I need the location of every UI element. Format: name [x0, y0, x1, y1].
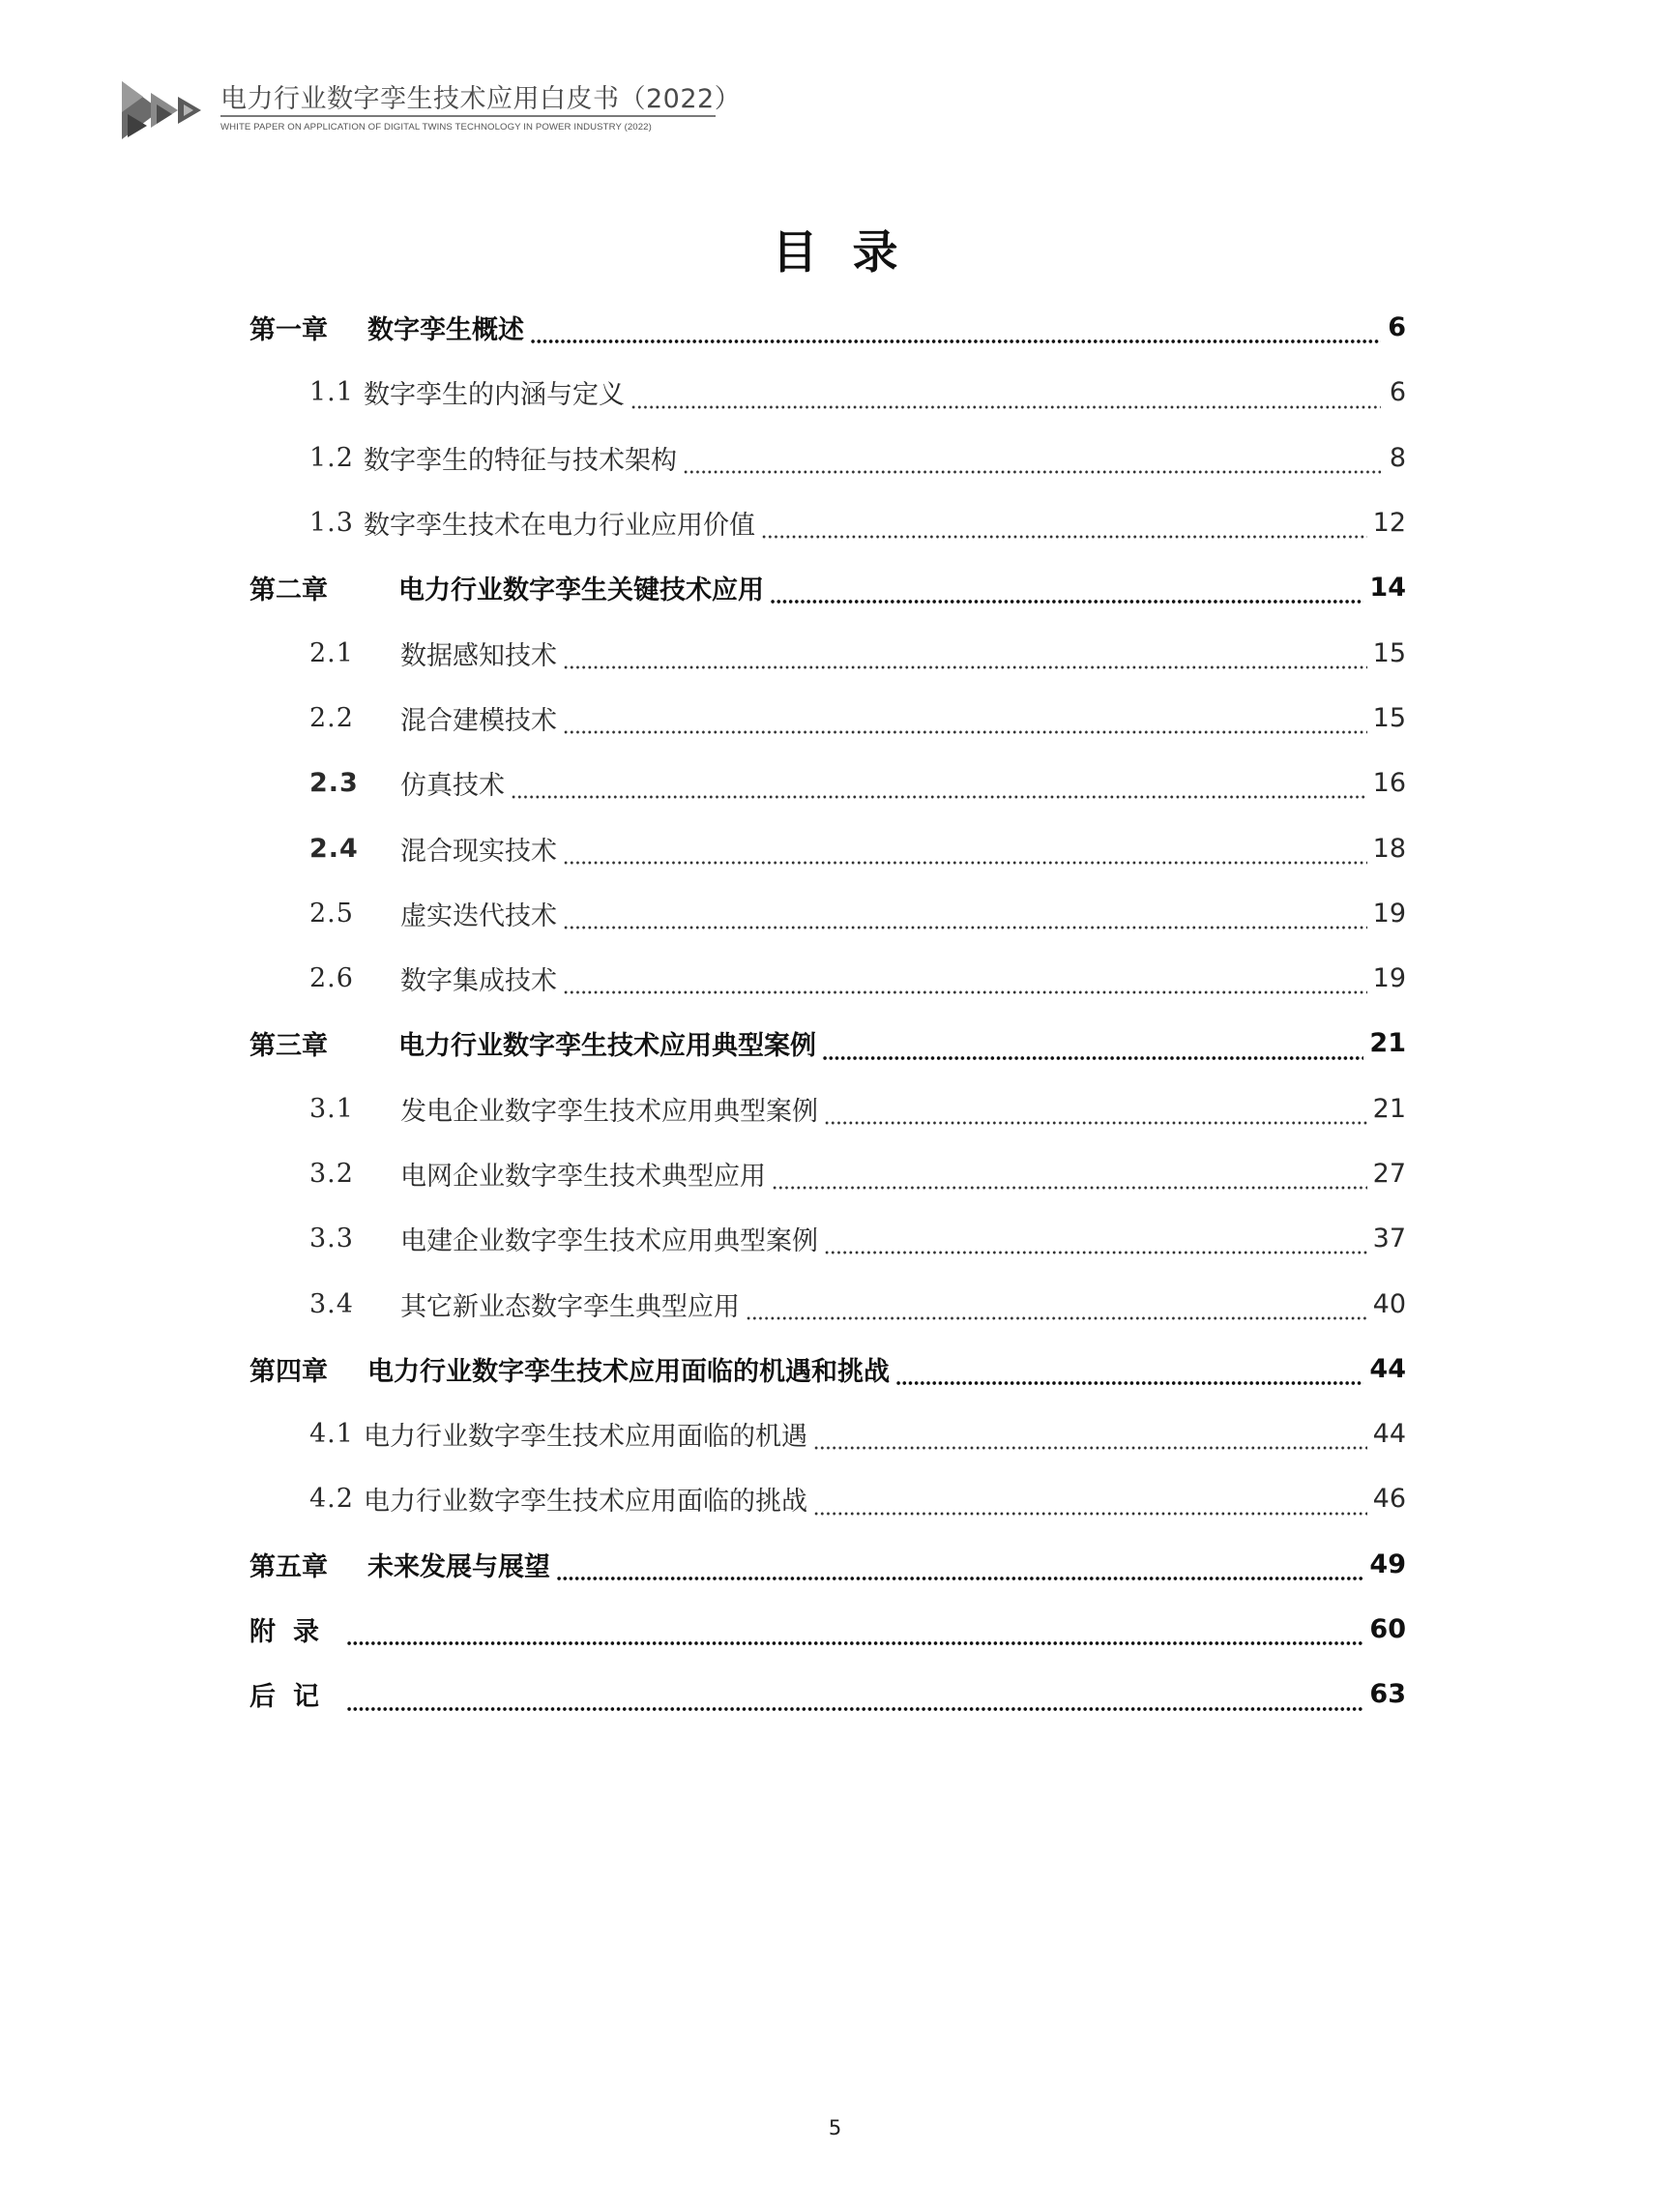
- chapter-label: 第五章: [249, 1551, 328, 1582]
- section-number: 2.2: [309, 702, 354, 733]
- dot-leader: [346, 1640, 1363, 1646]
- dot-leader: [772, 1185, 1367, 1191]
- toc-section-entry[interactable]: [249, 360, 1406, 425]
- entry-page-number: 14: [1369, 573, 1406, 604]
- toc-section-entry[interactable]: [249, 751, 1406, 815]
- entry-title: 电力行业数字孪生技术应用典型案例: [398, 1031, 816, 1062]
- toc-section-entry[interactable]: [249, 1401, 1406, 1466]
- entry-title: 发电企业数字孪生技术应用典型案例: [400, 1096, 818, 1127]
- entry-title: 电力行业数字孪生关键技术应用: [398, 575, 764, 606]
- toc-section-entry[interactable]: [249, 1077, 1406, 1141]
- chapter-label: 第二章: [249, 575, 328, 606]
- toc-heading: 目录: [772, 226, 933, 280]
- section-number: 3.2: [309, 1159, 354, 1189]
- dot-leader: [746, 1315, 1367, 1321]
- entry-page-number: 37: [1372, 1224, 1406, 1254]
- entry-title: 电网企业数字孪生技术典型应用: [400, 1162, 766, 1192]
- entry-page-number: 21: [1369, 1028, 1406, 1059]
- section-number: 2.4: [309, 833, 359, 864]
- document-title: 电力行业数字孪生技术应用白皮书（2022）: [220, 84, 742, 114]
- entry-title: 电建企业数字孪生技术应用典型案例: [400, 1226, 818, 1257]
- dot-leader: [530, 339, 1381, 344]
- section-number: 2.3: [309, 768, 359, 799]
- dot-leader: [770, 599, 1363, 605]
- dot-leader: [563, 860, 1367, 866]
- section-number: 2.6: [309, 963, 354, 994]
- entry-page-number: 27: [1372, 1159, 1406, 1189]
- entry-page-number: 6: [1389, 377, 1406, 408]
- dot-leader: [563, 664, 1367, 670]
- toc-section-entry[interactable]: [249, 490, 1406, 555]
- entry-page-number: 44: [1369, 1353, 1406, 1384]
- toc-chapter-entry[interactable]: [249, 1532, 1406, 1597]
- table-of-contents: [249, 295, 1406, 1727]
- toc-section-entry[interactable]: [249, 1206, 1406, 1271]
- toc-chapter-entry[interactable]: [249, 1337, 1406, 1401]
- dot-leader: [683, 469, 1381, 475]
- entry-page-number: 49: [1369, 1548, 1406, 1579]
- section-number: 4.2: [309, 1484, 354, 1515]
- section-number: 4.1: [309, 1419, 354, 1450]
- dot-leader: [813, 1511, 1367, 1517]
- entry-page-number: 44: [1372, 1419, 1406, 1450]
- entry-title: 数字孪生的特征与技术架构: [364, 445, 677, 476]
- entry-title: 电力行业数字孪生技术应用面临的挑战: [364, 1487, 807, 1518]
- toc-section-entry[interactable]: [249, 1466, 1406, 1531]
- section-number: 1.1: [309, 377, 354, 408]
- entry-page-number: 16: [1372, 768, 1406, 799]
- document-subtitle: WHITE PAPER ON APPLICATION OF DIGITAL TWINS TECHNOLOGY IN POWER INDUSTRY (2022): [220, 122, 652, 133]
- dot-leader: [563, 925, 1367, 930]
- toc-chapter-entry[interactable]: [249, 1597, 1406, 1662]
- entry-title: 其它新业态数字孪生典型应用: [400, 1291, 740, 1322]
- toc-chapter-entry[interactable]: [249, 1011, 1406, 1076]
- entry-page-number: 19: [1372, 963, 1406, 994]
- entry-title: 数据感知技术: [400, 640, 557, 671]
- toc-section-entry[interactable]: [249, 815, 1406, 880]
- dot-leader: [895, 1380, 1363, 1386]
- toc-section-entry[interactable]: [249, 426, 1406, 490]
- toc-section-entry[interactable]: [249, 686, 1406, 751]
- entry-title: 电力行业数字孪生技术应用面临的机遇: [364, 1422, 807, 1453]
- entry-page-number: 8: [1389, 442, 1406, 473]
- entry-title: 数字孪生的内涵与定义: [364, 380, 625, 411]
- dot-leader: [824, 1120, 1367, 1126]
- chapter-label: 后记: [249, 1682, 337, 1713]
- page-header: [118, 72, 742, 149]
- toc-chapter-entry[interactable]: [249, 555, 1406, 620]
- entry-page-number: 18: [1372, 833, 1406, 864]
- dot-leader: [563, 989, 1367, 995]
- entry-page-number: 19: [1372, 898, 1406, 929]
- entry-title: 数字孪生概述: [367, 315, 524, 346]
- section-number: 1.2: [309, 442, 354, 473]
- toc-section-entry[interactable]: [249, 1141, 1406, 1206]
- entry-title: 虚实迭代技术: [400, 900, 557, 931]
- toc-chapter-entry[interactable]: [249, 295, 1406, 360]
- dot-leader: [824, 1250, 1367, 1255]
- dot-leader: [761, 534, 1367, 540]
- entry-title: 仿真技术: [400, 771, 505, 802]
- dot-leader: [813, 1445, 1367, 1451]
- entry-page-number: 60: [1369, 1614, 1406, 1645]
- entry-page-number: 63: [1369, 1679, 1406, 1710]
- entry-title: 电力行业数字孪生技术应用面临的机遇和挑战: [367, 1356, 890, 1387]
- entry-page-number: 40: [1372, 1288, 1406, 1319]
- dot-leader: [556, 1576, 1363, 1581]
- section-number: 3.1: [309, 1093, 354, 1124]
- entry-title: 未来发展与展望: [367, 1551, 550, 1582]
- section-number: 2.1: [309, 637, 354, 668]
- entry-page-number: 6: [1388, 312, 1406, 343]
- chapter-label: 第四章: [249, 1356, 328, 1387]
- dot-leader: [511, 794, 1367, 800]
- entry-page-number: 12: [1372, 508, 1406, 539]
- dot-leader: [563, 729, 1367, 735]
- white-paper-logo-icon: [118, 75, 207, 145]
- chapter-label: 第三章: [249, 1031, 328, 1062]
- toc-section-entry[interactable]: [249, 881, 1406, 946]
- toc-section-entry[interactable]: [249, 1271, 1406, 1336]
- page-number: 5: [828, 2116, 842, 2139]
- entry-title: 数字孪生技术在电力行业应用价值: [364, 511, 755, 542]
- section-number: 2.5: [309, 898, 354, 929]
- header-divider: [220, 115, 716, 117]
- entry-page-number: 21: [1372, 1093, 1406, 1124]
- toc-section-entry[interactable]: [249, 946, 1406, 1011]
- dot-leader: [630, 404, 1381, 410]
- section-number: 3.3: [309, 1224, 354, 1254]
- entry-page-number: 15: [1372, 637, 1406, 668]
- entry-title: 混合现实技术: [400, 836, 557, 867]
- dot-leader: [346, 1706, 1363, 1712]
- toc-section-entry[interactable]: [249, 620, 1406, 685]
- chapter-label: 第一章: [249, 315, 328, 346]
- entry-page-number: 15: [1372, 702, 1406, 733]
- entry-title: 混合建模技术: [400, 705, 557, 736]
- section-number: 1.3: [309, 508, 354, 539]
- entry-title: 数字集成技术: [400, 966, 557, 997]
- chapter-label: 附录: [249, 1617, 337, 1648]
- dot-leader: [822, 1055, 1363, 1061]
- section-number: 3.4: [309, 1288, 354, 1319]
- toc-chapter-entry[interactable]: [249, 1662, 1406, 1726]
- entry-page-number: 46: [1372, 1484, 1406, 1515]
